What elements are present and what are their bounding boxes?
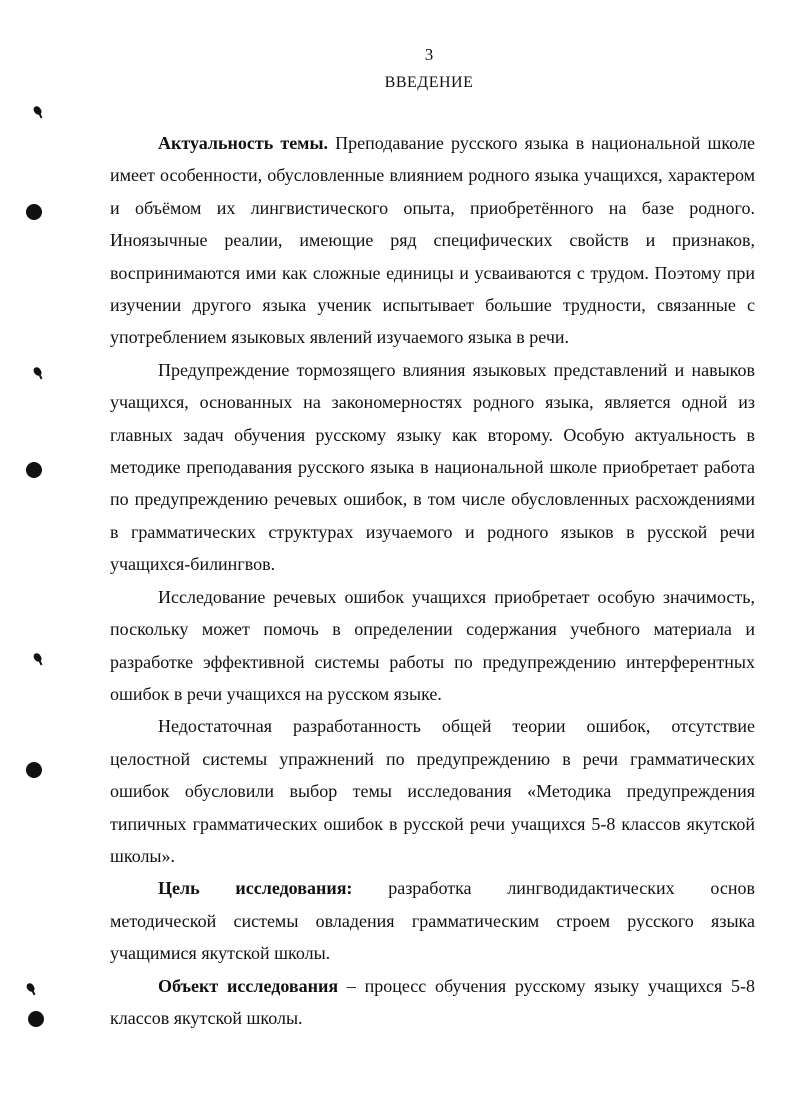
- paragraph-research-errors: [110, 581, 755, 711]
- relevance-text: Преподавание русского языка в национальной школе имеет особенности, обусловленные влиянием родного языка учащихся, характером и объёмом их лингвистического опыта, приобретённого на базе родного. Иноязычные реалии, имеющие ряд специфических свойств и признаков, воспринимаются ими как сложные единицы и усваиваются с трудом. Поэтому при изучении другого языка ученик испытывает большие трудности, связанные с употреблением языковых явлений изучаемого языка в речи.: [110, 133, 755, 348]
- goal-first-line: [110, 872, 755, 904]
- margin-tick-mark: [32, 366, 42, 377]
- document-body: [110, 127, 755, 1034]
- binding-hole-dot: [28, 1011, 44, 1027]
- margin-tick-mark: [32, 105, 42, 116]
- paragraph-prevention: [110, 354, 755, 581]
- paragraph-relevance: [110, 127, 755, 354]
- object-text: – процесс обучения русскому языку учащихся 5-8 классов якутской школы.: [110, 975, 755, 1028]
- goal-text: методической системы овладения грамматическим строем русского языка учащимися якутской школы.: [110, 910, 755, 964]
- margin-tick-mark: [32, 652, 42, 663]
- paragraph-topic-choice: [110, 710, 755, 872]
- goal-word-2: лингводидактических: [507, 878, 675, 899]
- binding-hole-dot: [26, 204, 42, 220]
- goal-lead-word: Цель: [158, 878, 200, 899]
- relevance-lead: Актуальность темы.: [158, 133, 328, 153]
- research-errors-text: Исследование речевых ошибок учащихся приобретает особую значимость, поскольку может помочь в определении содержания учебного материала и разработке эффективной системы работы по предупреждению интерферентных ошибок в речи учащихся на русском языке.: [110, 586, 755, 704]
- paragraph-goal: [110, 872, 755, 969]
- goal-word-3: основ: [710, 878, 755, 899]
- binding-hole-dot: [26, 762, 42, 778]
- paragraph-object: [110, 970, 755, 1035]
- topic-choice-text: Недостаточная разработанность общей теории ошибок, отсутствие целостной системы упражнений по предупреждению в речи грамматических ошибок обусловили выбор темы исследования «Методика предупреждения типичных грамматических ошибок в русской речи учащихся 5-8 классов якутской школы».: [110, 716, 755, 866]
- binding-hole-dot: [26, 462, 42, 478]
- margin-tick-mark: [25, 982, 35, 993]
- goal-lead-word-2: исследования:: [235, 878, 353, 899]
- section-heading: ВВЕДЕНИЕ: [384, 74, 474, 91]
- object-lead: Объект исследования: [158, 975, 339, 996]
- page-number: 3: [424, 45, 434, 64]
- goal-word-1: разработка: [388, 878, 472, 899]
- prevention-text: Предупреждение тормозящего влияния языковых представлений и навыков учащихся, основанных на закономерностях родного языка, является одной из главных задач обучения русскому языку как второму. Особую актуальность в методике преподавания русского языка в национальной школе приобретает работа по предупреждению речевых ошибок, в том числе обусловленных расхождениями в грамматических структурах изучаемого и родного языков в русской речи учащихся-билингвов.: [110, 359, 755, 575]
